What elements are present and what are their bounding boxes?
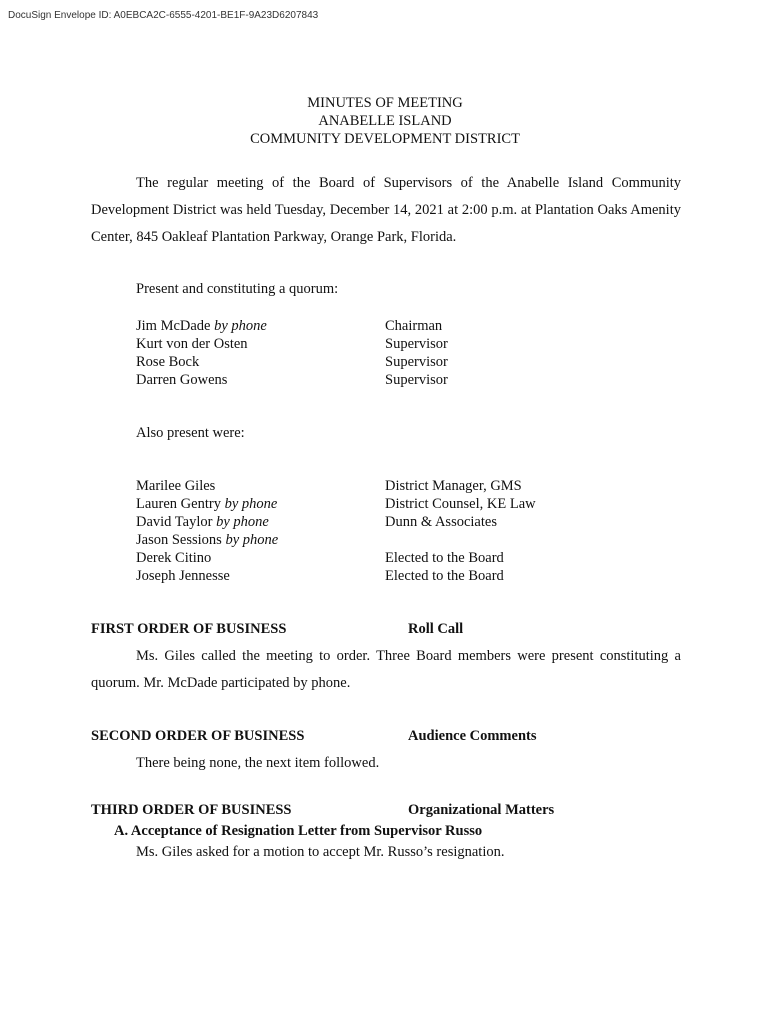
document-title [0,94,770,148]
first-order-heading [91,621,463,638]
attendee-name: Jim McDade [136,318,211,334]
attendee-note: by phone [210,318,267,334]
attendee-role: District Counsel, KE Law [385,496,536,512]
attendee-role: Supervisor [385,372,448,388]
second-order-heading [91,728,536,745]
attendee-role: District Manager, GMS [385,478,522,494]
second-order-text: There being none, the next item followed. [136,755,380,771]
attendee-name: Kurt von der Osten [136,336,248,352]
attendee-note: by phone [220,496,278,512]
section-heading: THIRD ORDER OF BUSINESS [91,802,292,818]
list-item [136,371,448,389]
attendee-role: Chairman [385,318,443,334]
list-item [136,549,536,567]
attendee-role: Supervisor [385,336,448,352]
attendee-role: Supervisor [385,354,448,370]
also-present-list [136,477,536,585]
attendee-note: by phone [212,514,269,530]
list-item [136,495,536,513]
intro-text: The regular meeting of the Board of Supervisors of the Anabelle Island Community Development District was held Tuesday, December 14, 2021 at 2:00 p.m. at Plantation Oaks Amenity Center, 845 Oakleaf Plantation Parkway, Orange Park, Florida. [91,175,681,245]
section-topic: Audience Comments [408,728,537,744]
attendee-name: David Taylor [136,514,213,530]
title-line-3: COMMUNITY DEVELOPMENT DISTRICT [250,131,520,147]
attendee-role: Elected to the Board [385,568,504,584]
quorum-list [136,317,448,389]
attendee-role: Elected to the Board [385,550,504,566]
attendee-name: Derek Citino [136,550,212,566]
section-topic: Organizational Matters [408,802,555,818]
list-item [136,317,448,335]
attendee-name: Darren Gowens [136,372,228,388]
attendee-name: Rose Bock [136,354,200,370]
list-item [136,531,536,549]
third-order-heading [91,802,554,819]
title-line-1: MINUTES OF MEETING [307,95,463,111]
first-order-paragraph [91,643,681,697]
also-present-label: Also present were: [136,425,245,441]
attendee-role: Dunn & Associates [385,514,497,530]
attendee-name: Jason Sessions [136,532,222,548]
envelope-id: DocuSign Envelope ID: A0EBCA2C-6555-4201-BE1F-9A23D6207843 [8,10,319,21]
attendee-note: by phone [221,532,279,548]
intro-paragraph [91,170,681,251]
section-heading: SECOND ORDER OF BUSINESS [91,728,305,744]
list-item [136,335,448,353]
quorum-label: Present and constituting a quorum: [136,281,339,297]
attendee-name: Marilee Giles [136,478,216,494]
third-order-text: Ms. Giles asked for a motion to accept Mr. Russo’s resignation. [136,844,505,860]
title-line-2: ANABELLE ISLAND [318,113,452,129]
list-item [136,567,536,585]
subsection-heading: A. Acceptance of Resignation Letter from Supervisor Russo [114,823,483,839]
attendee-name: Joseph Jennesse [136,568,230,584]
list-item [136,513,536,531]
section-heading: FIRST ORDER OF BUSINESS [91,621,287,637]
attendee-name: Lauren Gentry [136,496,221,512]
list-item [136,353,448,371]
first-order-text: Ms. Giles called the meeting to order. Three Board members were present constituting a quorum. Mr. McDade participated by phone. [91,648,681,691]
section-topic: Roll Call [408,621,464,637]
list-item [136,477,536,495]
